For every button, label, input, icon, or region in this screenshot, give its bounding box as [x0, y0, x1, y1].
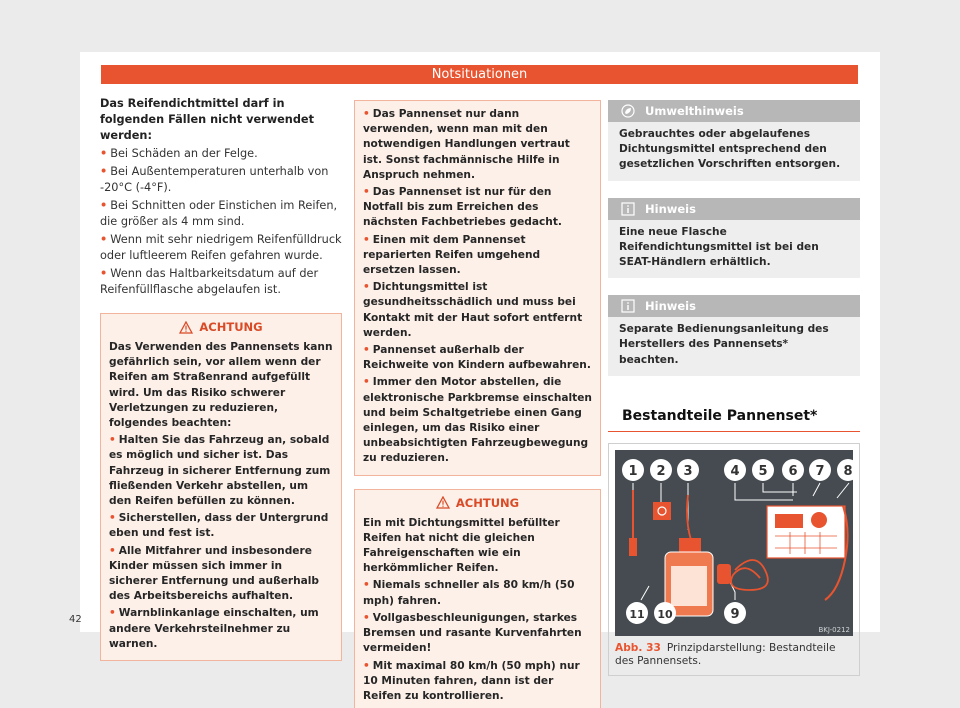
list-item: • Einen mit dem Pannenset reparierten Reifen umgehend ersetzen lassen.: [363, 233, 541, 277]
callout-label: 9: [730, 606, 740, 622]
warning-triangle-icon: [436, 496, 450, 509]
warning-box-1-continued: [354, 100, 601, 476]
section-heading: [608, 407, 860, 425]
environment-note-text: Gebrauchtes oder abgelaufenes Dichtungsmittel entsprechend den gesetzlichen Vorschriften entsorgen.: [619, 128, 841, 171]
info-icon: [621, 202, 635, 216]
figure-caption: [615, 642, 853, 669]
warning-box-1: [100, 313, 342, 661]
column-left: [100, 96, 342, 661]
figure-caption-text: Prinzipdarstellung: Bestandteile des Pannensets.: [615, 641, 836, 668]
warning-intro: Das Verwenden des Pannensets kann gefährlich sein, vor allem wenn der Reifen am Straßenrand aufgefüllt wird. Um das Risiko schwerer Verletzungen zu reduzieren, folgendes beachten:: [109, 341, 333, 430]
tyre-repair-kit-illustration: [615, 450, 853, 636]
bullet-icon: •: [100, 233, 108, 246]
environment-note-box: [608, 100, 860, 181]
bullet-icon: •: [100, 267, 108, 280]
figure-code: BKJ-0212: [818, 625, 850, 634]
info-icon: [621, 299, 635, 313]
list-item: • Bei Außentemperaturen unterhalb von -20°C (-4°F).: [100, 165, 329, 194]
bullet-icon: •: [100, 199, 108, 212]
callout-label: 7: [815, 463, 825, 479]
note-text: Eine neue Flasche Reifendichtungsmittel ist bei den SEAT-Händlern erhältlich.: [619, 225, 819, 269]
note-text: Separate Bedienungsanleitung des Herstellers des Pannensets* beachten.: [619, 323, 829, 366]
list-item: • Wenn mit sehr niedrigem Reifenfülldruck oder luftleerem Reifen gefahren wurde.: [100, 233, 342, 262]
environment-note-title: Umwelthinweis: [645, 104, 744, 118]
callout-label: 8: [843, 463, 853, 479]
usage-restrictions-list: [100, 146, 342, 298]
section-divider: [608, 431, 860, 432]
warning-list: [363, 107, 592, 467]
leaf-icon: [621, 104, 635, 118]
callout-label: 6: [788, 463, 798, 479]
section-title: Bestandteile Pannenset*: [622, 407, 818, 424]
bullet-icon: •: [363, 108, 370, 120]
bullet-icon: •: [363, 344, 370, 357]
list-item: • Bei Schnitten oder Einstichen im Reifen, die größer als 4 mm sind.: [100, 199, 338, 228]
list-item: • Niemals schneller als 80 km/h (50 mph) fahren.: [363, 579, 575, 607]
warning-box-2: [354, 489, 601, 708]
warning-body: [363, 516, 592, 704]
bullet-icon: •: [363, 233, 370, 246]
list-item: • Immer den Motor abstellen, die elektronische Parkbremse einschalten und beim Schaltgetriebe einen Gang einlegen, um das Risiko einer unbeabsichtigten Fahrzeugbewegung zu reduzieren.: [363, 376, 592, 465]
bullet-icon: •: [109, 607, 116, 620]
bullet-icon: •: [363, 611, 370, 624]
bullet-icon: •: [363, 659, 370, 672]
callout-label: 5: [758, 463, 768, 479]
note-header: [608, 295, 860, 317]
page-number: 42: [69, 614, 82, 625]
note-title: Hinweis: [645, 299, 696, 314]
warning-list: [109, 433, 333, 652]
callout-label: 11: [629, 607, 645, 621]
list-item: • Pannenset außerhalb der Reichweite von Kindern aufbewahren.: [363, 344, 591, 372]
note-box-2: [608, 295, 860, 376]
list-item: • Mit maximal 80 km/h (50 mph) nur 10 Minuten fahren, dann ist der Reifen zu kontrollieren.: [363, 659, 580, 702]
warning-intro: Ein mit Dichtungsmittel befüllter Reifen hat nicht die gleichen Fahreigenschaften wie ein herkömmlicher Reifen.: [363, 516, 560, 575]
note-box-1: [608, 198, 860, 279]
list-item: • Sicherstellen, dass der Untergrund eben und fest ist.: [109, 512, 329, 540]
callout-label: 3: [683, 463, 693, 479]
warning-body: [363, 107, 592, 467]
environment-note-header: [608, 100, 860, 122]
bullet-icon: •: [109, 512, 116, 525]
column-middle: [354, 100, 601, 708]
list-item: • Alle Mitfahrer und insbesondere Kinder müssen sich immer in sicherer Entfernung und außerhalb des Arbeitsbereichs aufhalten.: [109, 544, 320, 603]
usage-restrictions-title: Das Reifendichtmittel darf in folgenden Fällen nicht verwendet werden:: [100, 97, 314, 142]
list-item: • Dichtungsmittel ist gesundheitsschädlich und muss bei Kontakt mit der Haut sofort entfernt werden.: [363, 281, 583, 339]
list-item: • Das Pannenset nur dann verwenden, wenn man mit den notwendigen Handlungen vertraut ist. Sonst fachmännische Hilfe in Anspruch nehmen.: [363, 108, 570, 181]
callout-label: 2: [656, 463, 666, 479]
chapter-header: Notsituationen: [101, 65, 858, 84]
figure-box: [608, 443, 860, 676]
warning-title: ACHTUNG: [199, 320, 263, 334]
callout-label: 1: [628, 463, 638, 479]
list-item: • Das Pannenset ist nur für den Notfall bis zum Erreichen des nächsten Fachbetriebes gedacht.: [363, 186, 562, 229]
bullet-icon: •: [109, 544, 116, 557]
bullet-icon: •: [100, 147, 108, 160]
warning-list: [363, 578, 592, 704]
list-item: • Bei Schäden an der Felge.: [100, 147, 258, 160]
column-right: [608, 100, 860, 676]
note-title: Hinweis: [645, 201, 696, 216]
warning-box-header: [109, 320, 333, 334]
note-header: [608, 198, 860, 220]
callout-label: 4: [730, 463, 740, 479]
bullet-icon: •: [109, 434, 116, 447]
manual-page: [80, 52, 880, 702]
list-item: • Warnblinkanlage einschalten, um andere Verkehrsteilnehmer zu warnen.: [109, 607, 319, 650]
warning-body: [109, 340, 333, 652]
callout-label: 10: [657, 607, 673, 621]
warning-title: ACHTUNG: [455, 495, 520, 510]
warning-triangle-icon: [179, 321, 193, 334]
bullet-icon: •: [363, 281, 370, 294]
bullet-icon: •: [363, 579, 370, 592]
bullet-icon: •: [100, 165, 108, 178]
list-item: • Halten Sie das Fahrzeug an, sobald es möglich und sicher ist. Das Fahrzeug in sicherer Entfernung zum fließenden Verkehr abstellen, um den Reifen befüllen zu können.: [109, 434, 331, 508]
bullet-icon: •: [363, 376, 370, 389]
list-item: • Vollgasbeschleunigungen, starkes Bremsen und rasante Kurvenfahrten vermeiden!: [363, 611, 582, 655]
repair-kit-drawing: [615, 450, 853, 636]
warning-box-header: [363, 496, 592, 510]
list-item: • Wenn das Haltbarkeitsdatum auf der Reifenfüllflasche abgelaufen ist.: [100, 267, 319, 296]
figure-label: Abb. 33: [615, 641, 661, 654]
bullet-icon: •: [363, 186, 370, 199]
